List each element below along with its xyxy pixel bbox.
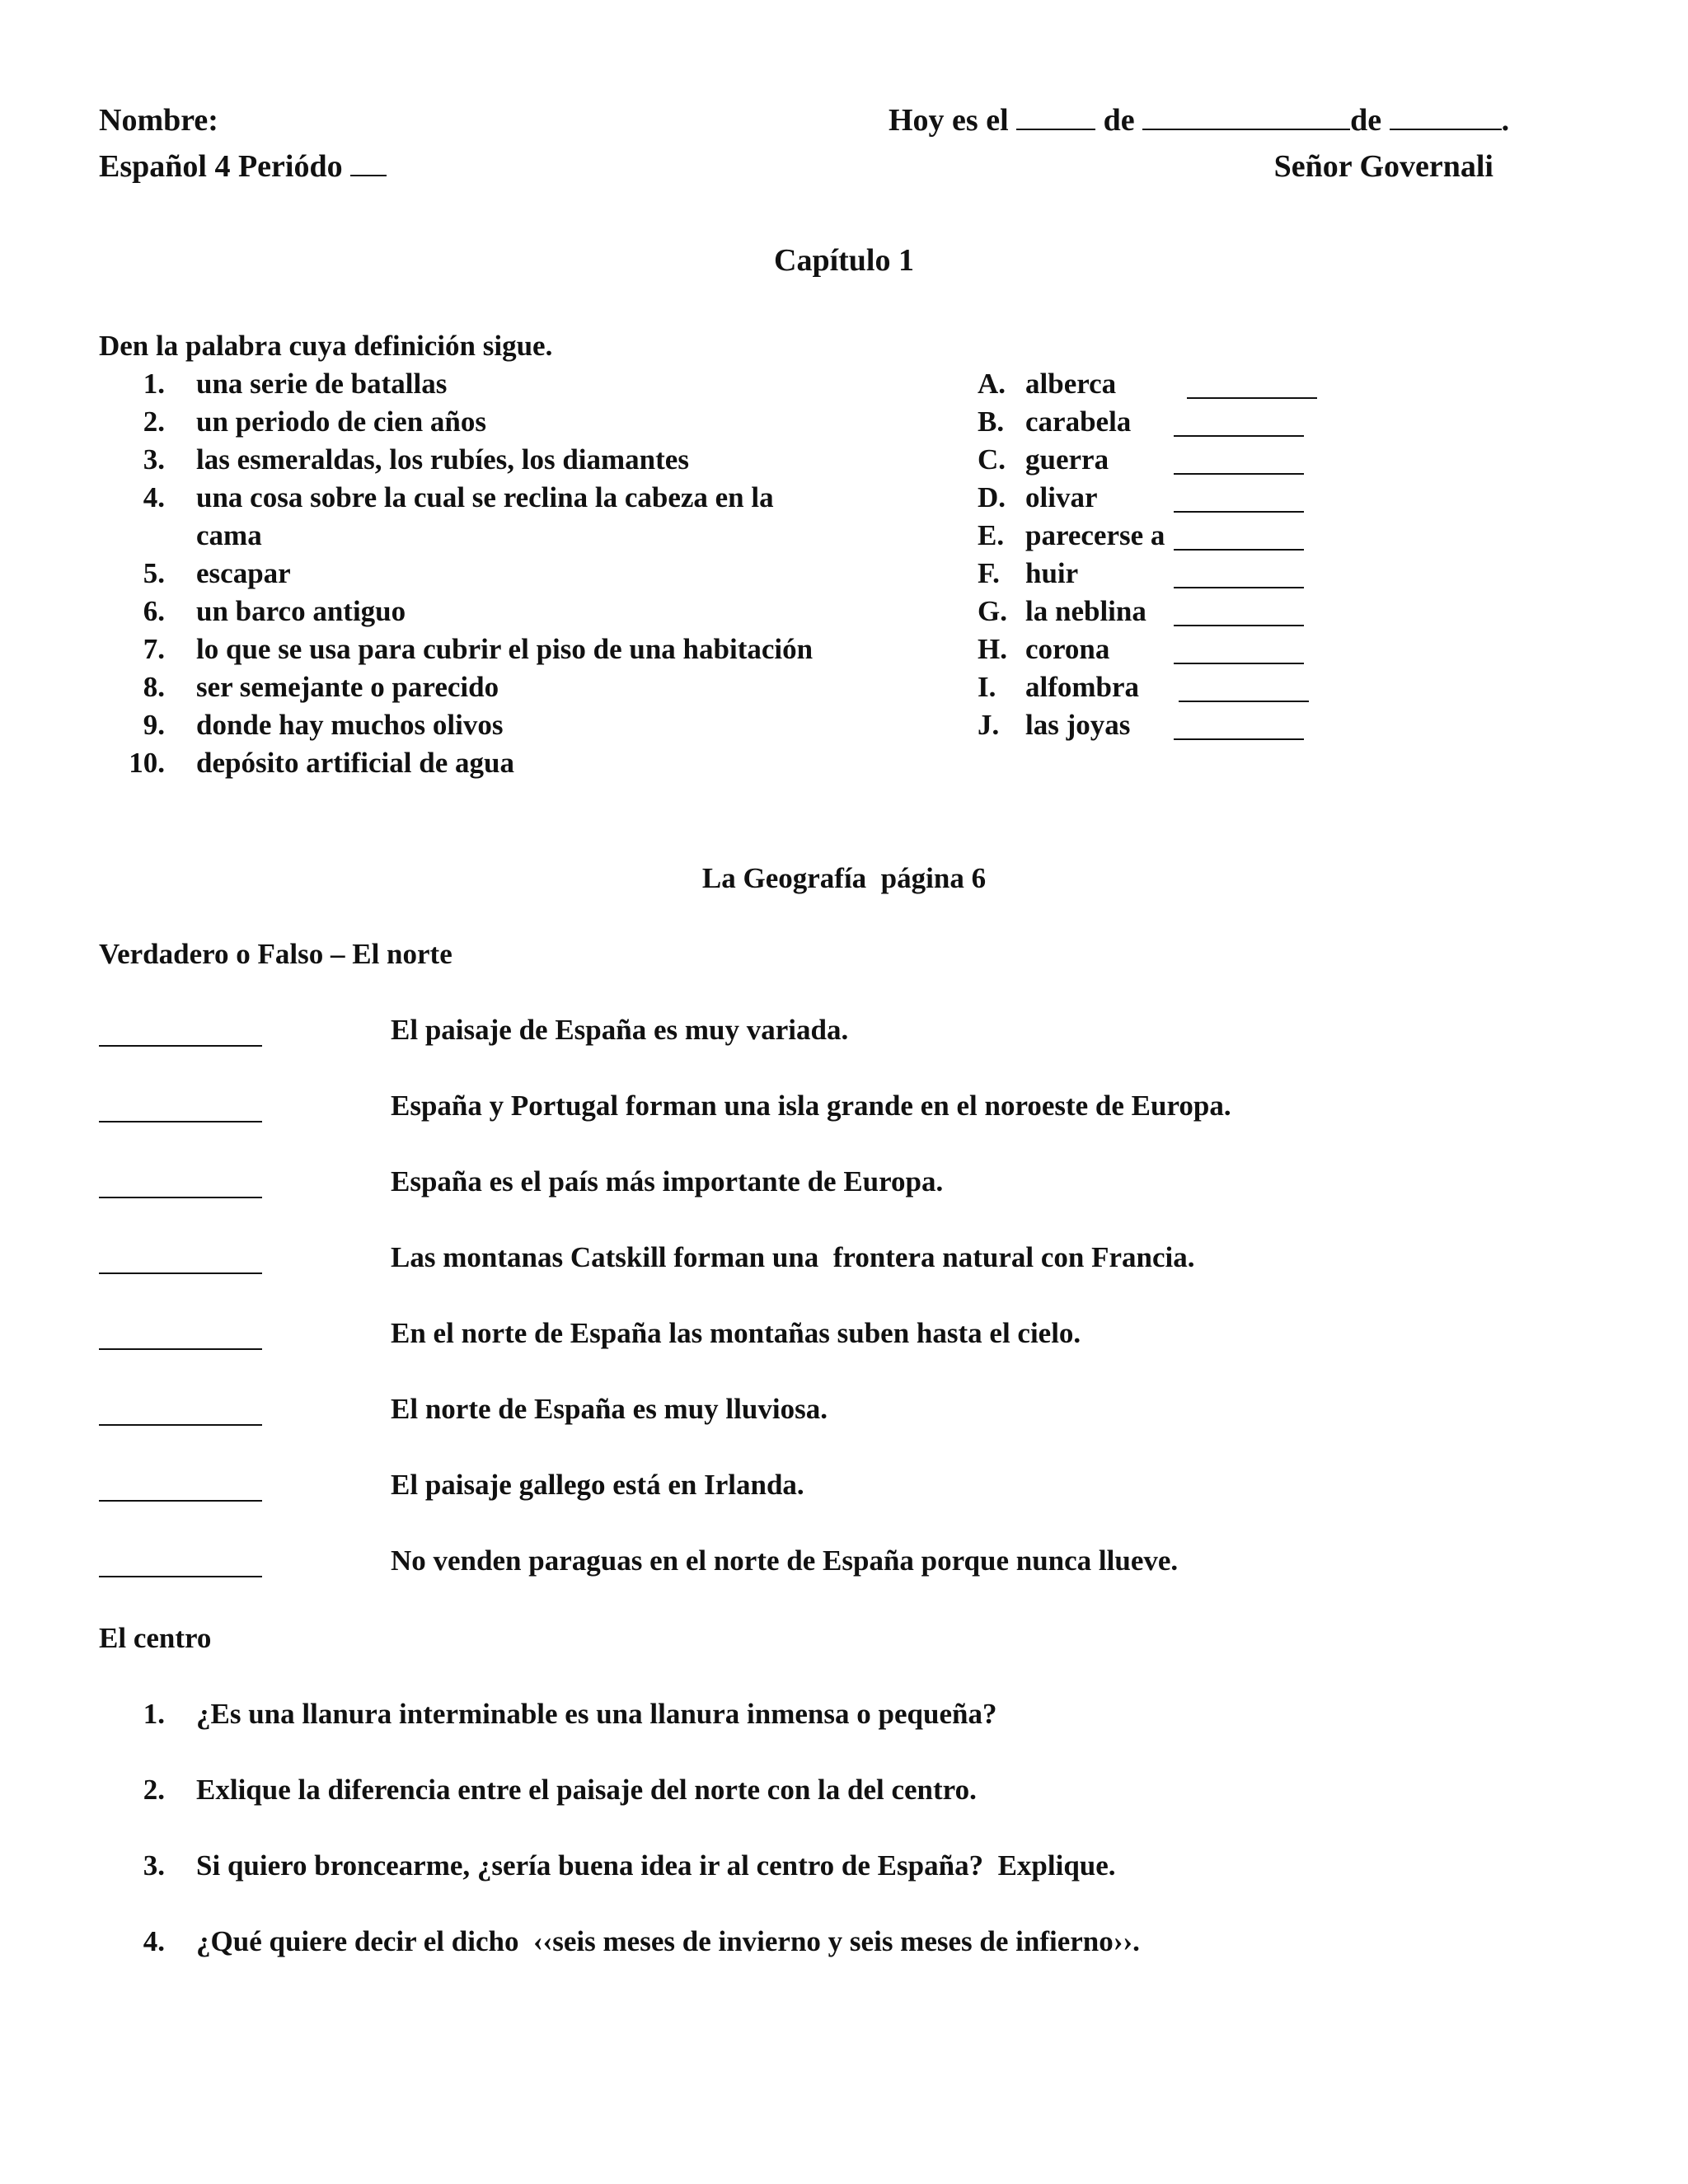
definition-text: cama (196, 519, 262, 551)
definition-number: 2. (143, 405, 165, 438)
definition-number: 3. (143, 443, 165, 476)
answer-blank[interactable] (99, 1576, 262, 1577)
year-blank[interactable] (1390, 128, 1502, 130)
word-answer-blank[interactable] (1179, 701, 1309, 702)
statement-text: El paisaje gallego está en Irlanda. (391, 1469, 804, 1501)
question-number: 4. (143, 1925, 165, 1957)
word-letter: F. (978, 557, 1000, 589)
vf-heading: Verdadero o Falso – El norte (99, 938, 452, 970)
statement-text: El norte de España es muy lluviosa. (391, 1393, 828, 1425)
date-de-1: de (1103, 103, 1135, 138)
word-answer-blank[interactable] (1174, 663, 1304, 664)
answer-blank[interactable] (99, 1272, 262, 1274)
word-text: las joyas (1025, 709, 1131, 741)
statement-text: Las montanas Catskill forman una frontera natural con Francia. (391, 1241, 1195, 1273)
definition-text: donde hay muchos olivos (196, 709, 504, 741)
word-letter: H. (978, 633, 1007, 665)
definition-text: lo que se usa para cubrir el piso de una habitación (196, 633, 814, 665)
word-answer-blank[interactable] (1174, 549, 1304, 551)
statement-text: En el norte de España las montañas suben hasta el cielo. (391, 1317, 1081, 1349)
definition-number: 5. (143, 557, 165, 589)
definition-text: una serie de batallas (196, 368, 448, 400)
word-letter: I. (978, 671, 996, 703)
question-text: Exlique la diferencia entre el paisaje del norte con la del centro. (196, 1774, 977, 1806)
definition-number: 6. (143, 595, 165, 627)
word-letter: E. (978, 519, 1005, 551)
answer-blank[interactable] (99, 1045, 262, 1047)
word-answer-blank[interactable] (1174, 587, 1304, 588)
statement-text: España y Portugal forman una isla grande en el noroeste de Europa. (391, 1090, 1231, 1122)
statement-text: España es el país más importante de Europa. (391, 1165, 944, 1197)
word-text: olivar (1025, 481, 1098, 513)
date-line (889, 102, 1509, 138)
definition-number: 10. (129, 747, 165, 779)
day-blank[interactable] (1016, 128, 1095, 130)
date-de-2: de (1350, 103, 1382, 138)
definition-number: 9. (143, 709, 165, 741)
definition-number: 7. (143, 633, 165, 665)
question-number: 3. (143, 1849, 165, 1882)
word-letter: C. (978, 443, 1006, 476)
definition-number: 1. (143, 368, 165, 400)
period-blank[interactable] (350, 174, 387, 176)
definition-number: 8. (143, 671, 165, 703)
definition-text: ser semejante o parecido (196, 671, 499, 703)
nombre-label: Nombre: (99, 103, 218, 138)
question-text: ¿Es una llanura interminable es una llanura inmensa o pequeña? (196, 1698, 997, 1730)
word-letter: B. (978, 405, 1005, 438)
word-letter: J. (978, 709, 1000, 741)
course-label: Español 4 Periódo (99, 149, 343, 184)
answer-blank[interactable] (99, 1424, 262, 1426)
word-letter: D. (978, 481, 1006, 513)
word-answer-blank[interactable] (1187, 397, 1317, 399)
centro-heading: El centro (99, 1622, 212, 1654)
answer-blank[interactable] (99, 1348, 262, 1350)
word-letter: A. (978, 368, 1006, 400)
date-prefix: Hoy es el (889, 103, 1009, 138)
definition-text: una cosa sobre la cual se reclina la cabeza en la (196, 481, 774, 513)
answer-blank[interactable] (99, 1121, 262, 1122)
word-text: parecerse a (1025, 519, 1165, 551)
answer-blank[interactable] (99, 1500, 262, 1502)
question-text: Si quiero broncearme, ¿sería buena idea ir al centro de España? Explique. (196, 1849, 1116, 1882)
question-number: 1. (143, 1698, 165, 1730)
word-text: carabela (1025, 405, 1132, 438)
word-answer-blank[interactable] (1174, 625, 1304, 626)
word-text: corona (1025, 633, 1110, 665)
answer-blank[interactable] (99, 1197, 262, 1198)
month-blank[interactable] (1142, 128, 1350, 130)
definition-text: un periodo de cien años (196, 405, 486, 438)
definition-text: las esmeraldas, los rubíes, los diamantes (196, 443, 689, 476)
word-text: guerra (1025, 443, 1109, 476)
date-end: . (1501, 103, 1510, 138)
word-answer-blank[interactable] (1174, 435, 1304, 437)
statement-text: No venden paraguas en el norte de España porque nunca llueve. (391, 1544, 1179, 1577)
word-text: huir (1025, 557, 1079, 589)
definition-text: depósito artificial de agua (196, 747, 514, 779)
word-text: alberca (1025, 368, 1117, 400)
definition-text: escapar (196, 557, 291, 589)
word-text: la neblina (1025, 595, 1146, 627)
statement-text: El paisaje de España es muy variada. (391, 1014, 849, 1046)
word-answer-blank[interactable] (1174, 511, 1304, 513)
definition-number: 4. (143, 481, 165, 513)
word-text: alfombra (1025, 671, 1140, 703)
word-answer-blank[interactable] (1174, 473, 1304, 475)
geografia-title: La Geografía página 6 (701, 862, 987, 894)
course-line (99, 148, 387, 185)
chapter-title: Capítulo 1 (774, 243, 914, 278)
question-number: 2. (143, 1774, 165, 1806)
definition-text: un barco antiguo (196, 595, 406, 627)
word-letter: G. (978, 595, 1007, 627)
teacher-name: Señor Governali (1273, 149, 1493, 184)
vocab-instruction: Den la palabra cuya definición sigue. (99, 330, 553, 362)
word-answer-blank[interactable] (1174, 738, 1304, 740)
question-text: ¿Qué quiere decir el dicho ‹‹seis meses de invierno y seis meses de infierno››. (196, 1925, 1140, 1957)
